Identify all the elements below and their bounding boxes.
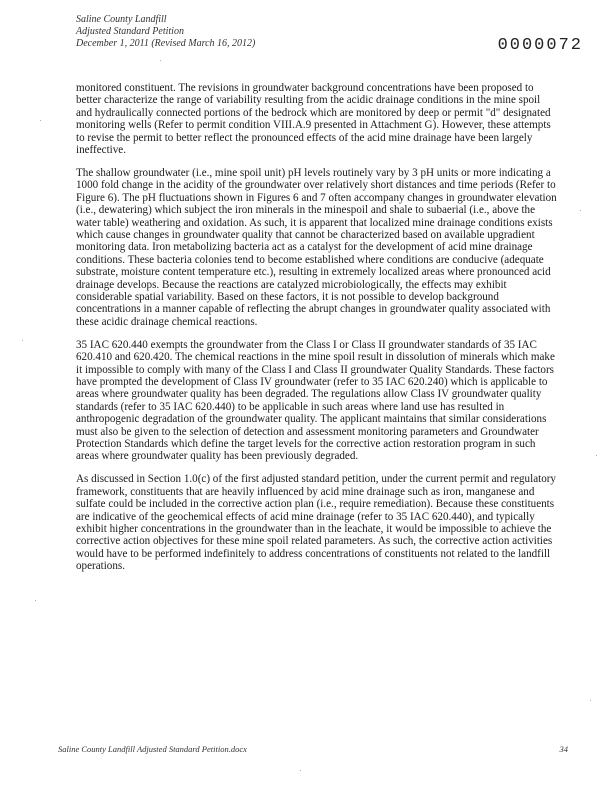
page-number: 34 [559, 744, 568, 754]
header-line-1: Saline County Landfill [76, 14, 167, 25]
running-header [76, 14, 255, 50]
document-number: 0000072 [497, 36, 583, 55]
paragraph: As discussed in Section 1.0(c) of the first adjusted standard petition, under the current permit and regulatory framework, constituents that are heavily influenced by acid mine drainage such as iron, manganese and sulfate could be included in the corrective action plan (i.e., require remediation). Because these constituents are indicative of the geochemical effects of acid mine drainage (refer to 35 IAC 620.440), and typically exhibit higher concentrations in the groundwater than in the leachate, it would be impossible to achieve the corrective action objectives for these mine spoil related parameters. As such, the corrective action activities would have to be performed indefinitely to address concentrations of constituents not related to the landfill operations. [76, 473, 556, 573]
paragraph: 35 IAC 620.440 exempts the groundwater from the Class I or Class II groundwater standards of 35 IAC 620.410 and 620.420. The chemical reactions in the mine spoil result in dissolution of minerals which make it impossible to comply with many of the Class I and Class II groundwater Quality Standards. These factors have prompted the development of Class IV groundwater (refer to 35 IAC 620.240) which is applicable to areas where groundwater quality has been degraded. The regulations allow Class IV groundwater quality standards (refer to 35 IAC 620.440) to be applicable in such areas where land use has resulted in anthropogenic degradation of the groundwater quality. The applicant maintains that similar considerations must also be given to the selection of detection and assessment monitoring parameters and Groundwater Protection Standards which define the target levels for the corrective action restoration program in such areas where groundwater quality has been previously degraded. [76, 338, 555, 463]
document-body [76, 82, 558, 583]
paragraph: The shallow groundwater (i.e., mine spoil unit) pH levels routinely vary by 3 pH units or more indicating a 1000 fold change in the acidity of the groundwater over relatively short distances and time periods (Refer to Figure 6). The pH fluctuations shown in Figures 6 and 7 often accompany changes in groundwater elevation (i.e., dewatering) which subject the iron minerals in the minespoil and shale to subaerial (i.e., above the water table) weathering and oxidation. As such, it is apparent that localized mine drainage conditions exists which cause changes in groundwater quality that cannot be characterized based on available upgradient monitoring data. Iron metabolizing bacteria act as a catalyst for the development of acid mine drainage conditions. These bacteria colonies tend to become established where conditions are conducive (adequate substrate, moisture content temperature etc.), resulting in extremely localized areas where pronounced acid drainage develops. Because the reactions are catalyzed microbiologically, the effects may exhibit considerable spatial variability. Based on these factors, it is not possible to develop background concentrations in a manner capable of reflecting the abrupt changes in groundwater quality associated with these acidic drainage chemical reactions. [76, 166, 557, 328]
footer-filename: Saline County Landfill Adjusted Standard Petition.docx [58, 744, 247, 754]
header-line-3: December 1, 2011 (Revised March 16, 2012) [76, 38, 256, 49]
header-line-2: Adjusted Standard Petition [76, 26, 184, 37]
paragraph: monitored constituent. The revisions in groundwater background concentrations have been proposed to better characterize the range of variability resulting from the acidic drainage conditions in the mine spoil and hydraulically connected portions of the bedrock which are monitored by deep or permit "d" designated monitoring wells (Refer to permit condition VIII.A.9 presented in Attachment G). However, these attempts to revise the permit to better reflect the pronounced effects of the acid mine drainage have been largely ineffective. [76, 82, 551, 157]
